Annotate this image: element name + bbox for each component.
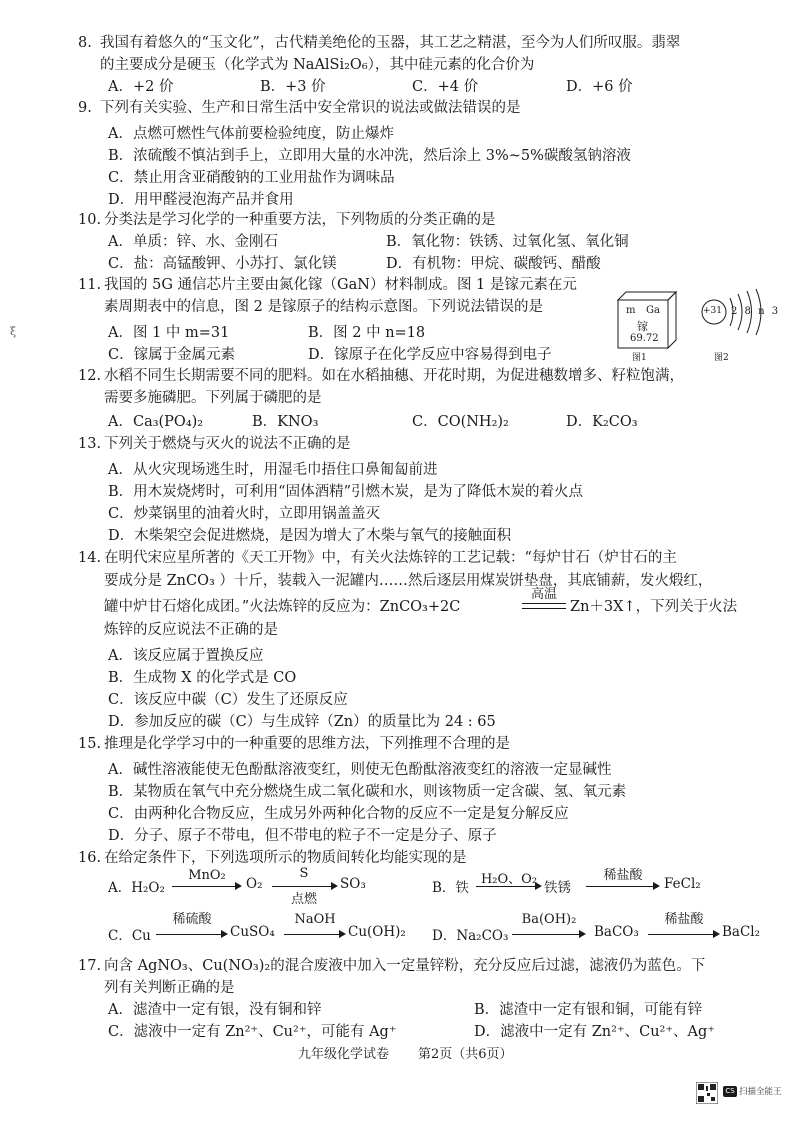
condition: 点燃: [290, 892, 317, 907]
footer-exam-title: 九年级化学试卷: [298, 1047, 390, 1062]
element-name: 镓: [637, 320, 648, 333]
condition: S: [299, 866, 309, 881]
option-b: B．氧化物：铁锈、过氧化氢、氧化铜: [386, 234, 629, 250]
option-b: B．图 2 中 n=18: [308, 325, 426, 341]
question-number: 15.: [78, 736, 102, 752]
option-b-reactant: B．铁: [432, 880, 469, 896]
question-stem: 向含 AgNO₃、Cu(NO₃)₂的混合废液中加入一定量锌粉，充分反应后过滤，滤液仍为蓝色。下: [104, 958, 706, 974]
question-number: 13.: [78, 436, 102, 452]
arrow: [272, 886, 336, 887]
question-stem: 在明代宋应星所著的《天工开物》中，有关火法炼锌的工艺记载：“每炉甘石（炉甘石的主: [104, 550, 677, 566]
option-c: C．该反应中碳（C）发生了还原反应: [108, 692, 348, 708]
product: 铁锈: [544, 880, 571, 896]
condition: MnO₂: [188, 868, 226, 883]
product: CuSO₄: [230, 924, 275, 940]
option-a: A．单质：锌、水、金刚石: [108, 234, 278, 250]
condition: Ba(OH)₂: [521, 912, 577, 927]
arrow: [586, 886, 658, 887]
equals-sign: [522, 603, 566, 609]
option-d: D．镓原子在化学反应中容易得到电子: [308, 347, 552, 363]
condition: 稀盐酸: [664, 912, 704, 927]
question-number: 9.: [78, 100, 92, 116]
atomic-mass: 69.72: [630, 333, 659, 344]
option-c: C．炒菜锅里的油着火时，立即用锅盖盖灭: [108, 506, 381, 522]
option-b: B．KNO₃: [252, 414, 319, 430]
option-a-reactant: A．H₂O₂: [108, 880, 165, 896]
option-c: C．滤液中一定有 Zn²⁺、Cu²⁺，可能有 Ag⁺: [108, 1024, 397, 1040]
question-stem: 要成分是 ZnCO₃ ）十斤，装载入一泥罐内……然后逐层用煤炭饼垫盘，其底铺薪，发火煅红，: [104, 573, 713, 589]
arrow: [172, 886, 240, 887]
reaction-condition: 高温: [530, 587, 557, 602]
option-b: B．+3 价: [260, 79, 326, 95]
question-stem: 我国有着悠久的“玉文化”，古代精美绝伦的玉器，其工艺之精湛，至今为人们所叹服。翡翠: [100, 35, 681, 51]
footer-page-number: 第2页（共6页）: [418, 1047, 513, 1062]
question-number: 10.: [78, 212, 102, 228]
question-stem: 炼锌的反应说法不正确的是: [104, 622, 278, 638]
question-stem: 列有关判断正确的是: [104, 980, 235, 996]
atom-structure-figure: [696, 288, 772, 350]
arrow: [284, 934, 344, 935]
option-b: B．滤渣中一定有银和铜，可能有锌: [474, 1002, 703, 1018]
option-c-reactant: C．Cu: [108, 928, 151, 944]
option-d: D．有机物：甲烷、碳酸钙、醋酸: [386, 256, 601, 272]
option-a: A．Ca₃(PO₄)₂: [108, 414, 204, 430]
option-c: C．+4 价: [412, 79, 479, 95]
arrow: [476, 886, 540, 887]
arrow: [648, 934, 718, 935]
option-b: B．浓硫酸不慎沾到手上，立即用大量的水冲洗，然后涂上 3%~5%碳酸氢钠溶液: [108, 148, 631, 164]
product: BaCl₂: [722, 924, 761, 940]
product: BaCO₃: [594, 924, 639, 940]
option-d: D．+6 价: [566, 79, 633, 95]
option-c: C．禁止用含亚硝酸钠的工业用盐作为调味品: [108, 170, 395, 186]
option-a: A．碱性溶液能使无色酚酞溶液变红，则使无色酚酞溶液变红的溶液一定显碱性: [108, 762, 612, 778]
product: Cu(OH)₂: [348, 924, 406, 940]
option-a: A．从火灾现场逃生时，用湿毛巾捂住口鼻匍匐前进: [108, 462, 438, 478]
option-d: D．分子、原子不带电，但不带电的粒子不一定是分子、原子: [108, 828, 497, 844]
question-number: 12.: [78, 368, 102, 384]
question-number: 16.: [78, 850, 102, 866]
option-d: D．K₂CO₃: [566, 414, 638, 430]
condition: H₂O、O₂: [480, 872, 538, 887]
question-stem: 罐中炉甘石熔化成团。”火法炼锌的反应为：ZnCO₃+2C: [104, 599, 461, 615]
option-a: A．+2 价: [108, 79, 174, 95]
question-stem: 水稻不同生长期需要不同的肥料。如在水稻抽穗、开花时期，为促进穗数增多、籽粒饱满，: [104, 368, 684, 384]
question-number: 11.: [78, 277, 102, 293]
option-d-reactant: D．Na₂CO₃: [432, 928, 509, 944]
margin-mark: ξ: [10, 325, 17, 338]
arrow: [156, 934, 226, 935]
question-stem: 我国的 5G 通信芯片主要由氮化镓（GaN）材料制成。图 1 是镓元素在元: [104, 277, 577, 293]
option-b: B．某物质在氧气中充分燃烧生成二氧化碳和水，则该物质一定含碳、氢、氧元素: [108, 784, 627, 800]
option-d: D．参加反应的碳（C）与生成锌（Zn）的质量比为 24 : 65: [108, 714, 496, 730]
atomic-number-label: m: [626, 305, 636, 316]
product: FeCl₂: [664, 876, 701, 892]
option-b: B．生成物 X 的化学式是 CO: [108, 670, 297, 686]
option-a: A．图 1 中 m=31: [108, 325, 230, 341]
question-stem: 需要多施磷肥。下列属于磷肥的是: [104, 390, 322, 406]
question-stem: 素周期表中的信息，图 2 是镓原子的结构示意图。下列说法错误的是: [104, 299, 543, 315]
option-a: A．点燃可燃性气体前要检验纯度，防止爆炸: [108, 126, 394, 142]
nucleus-charge: +31: [703, 306, 722, 316]
question-number: 8.: [78, 35, 92, 51]
figure-1-caption: 图1: [632, 353, 647, 363]
question-stem: 下列有关实验、生产和日常生活中安全常识的说法或做法错误的是: [100, 100, 521, 116]
option-a: A．该反应属于置换反应: [108, 648, 264, 664]
question-number: 14.: [78, 550, 102, 566]
electron-shells: 2 8 n 3: [731, 306, 781, 317]
qr-code-icon: [696, 1082, 718, 1104]
option-b: B．用木炭烧烤时，可利用“固体酒精”引燃木炭，是为了降低木炭的着火点: [108, 484, 583, 500]
question-stem: 推理是化学学习中的一种重要的思维方法，下列推理不合理的是: [104, 736, 510, 752]
option-a: A．滤渣中一定有银，没有铜和锌: [108, 1002, 322, 1018]
scanner-app-name: 扫描全能王: [739, 1087, 782, 1097]
condition: NaOH: [294, 912, 336, 927]
element-symbol: Ga: [646, 305, 660, 316]
product: SO₃: [340, 876, 366, 892]
question-stem: 的主要成分是硬玉（化学式为 NaAlSi₂O₆），其中硅元素的化合价为: [100, 57, 535, 73]
option-c: C．盐：高锰酸钾、小苏打、氯化镁: [108, 256, 337, 272]
scanner-logo-badge: CS: [723, 1086, 737, 1097]
question-number: 17.: [78, 958, 102, 974]
option-d: D．滤液中一定有 Zn²⁺、Cu²⁺、Ag⁺: [474, 1024, 715, 1040]
option-c: C．CO(NH₂)₂: [412, 414, 509, 430]
option-d: D．木柴架空会促进燃烧，是因为增大了木柴与氧气的接触面积: [108, 528, 512, 544]
question-stem: 下列关于燃烧与灭火的说法不正确的是: [104, 436, 351, 452]
question-stem: Zn＋3X↑，下列关于火法: [570, 599, 738, 615]
condition: 稀硫酸: [172, 912, 212, 927]
option-c: C．镓属于金属元素: [108, 347, 236, 363]
option-c: C．由两种化合物反应，生成另外两种化合物的反应不一定是复分解反应: [108, 806, 569, 822]
condition: 稀盐酸: [603, 868, 643, 883]
arrow: [512, 934, 584, 935]
figure-2-caption: 图2: [714, 353, 729, 363]
question-stem: 在给定条件下，下列选项所示的物质间转化均能实现的是: [104, 850, 467, 866]
periodic-table-cell-figure: [616, 290, 686, 362]
question-stem: 分类法是学习化学的一种重要方法，下列物质的分类正确的是: [104, 212, 496, 228]
product: O₂: [246, 876, 263, 892]
option-d: D．用甲醛浸泡海产品并食用: [108, 192, 294, 208]
